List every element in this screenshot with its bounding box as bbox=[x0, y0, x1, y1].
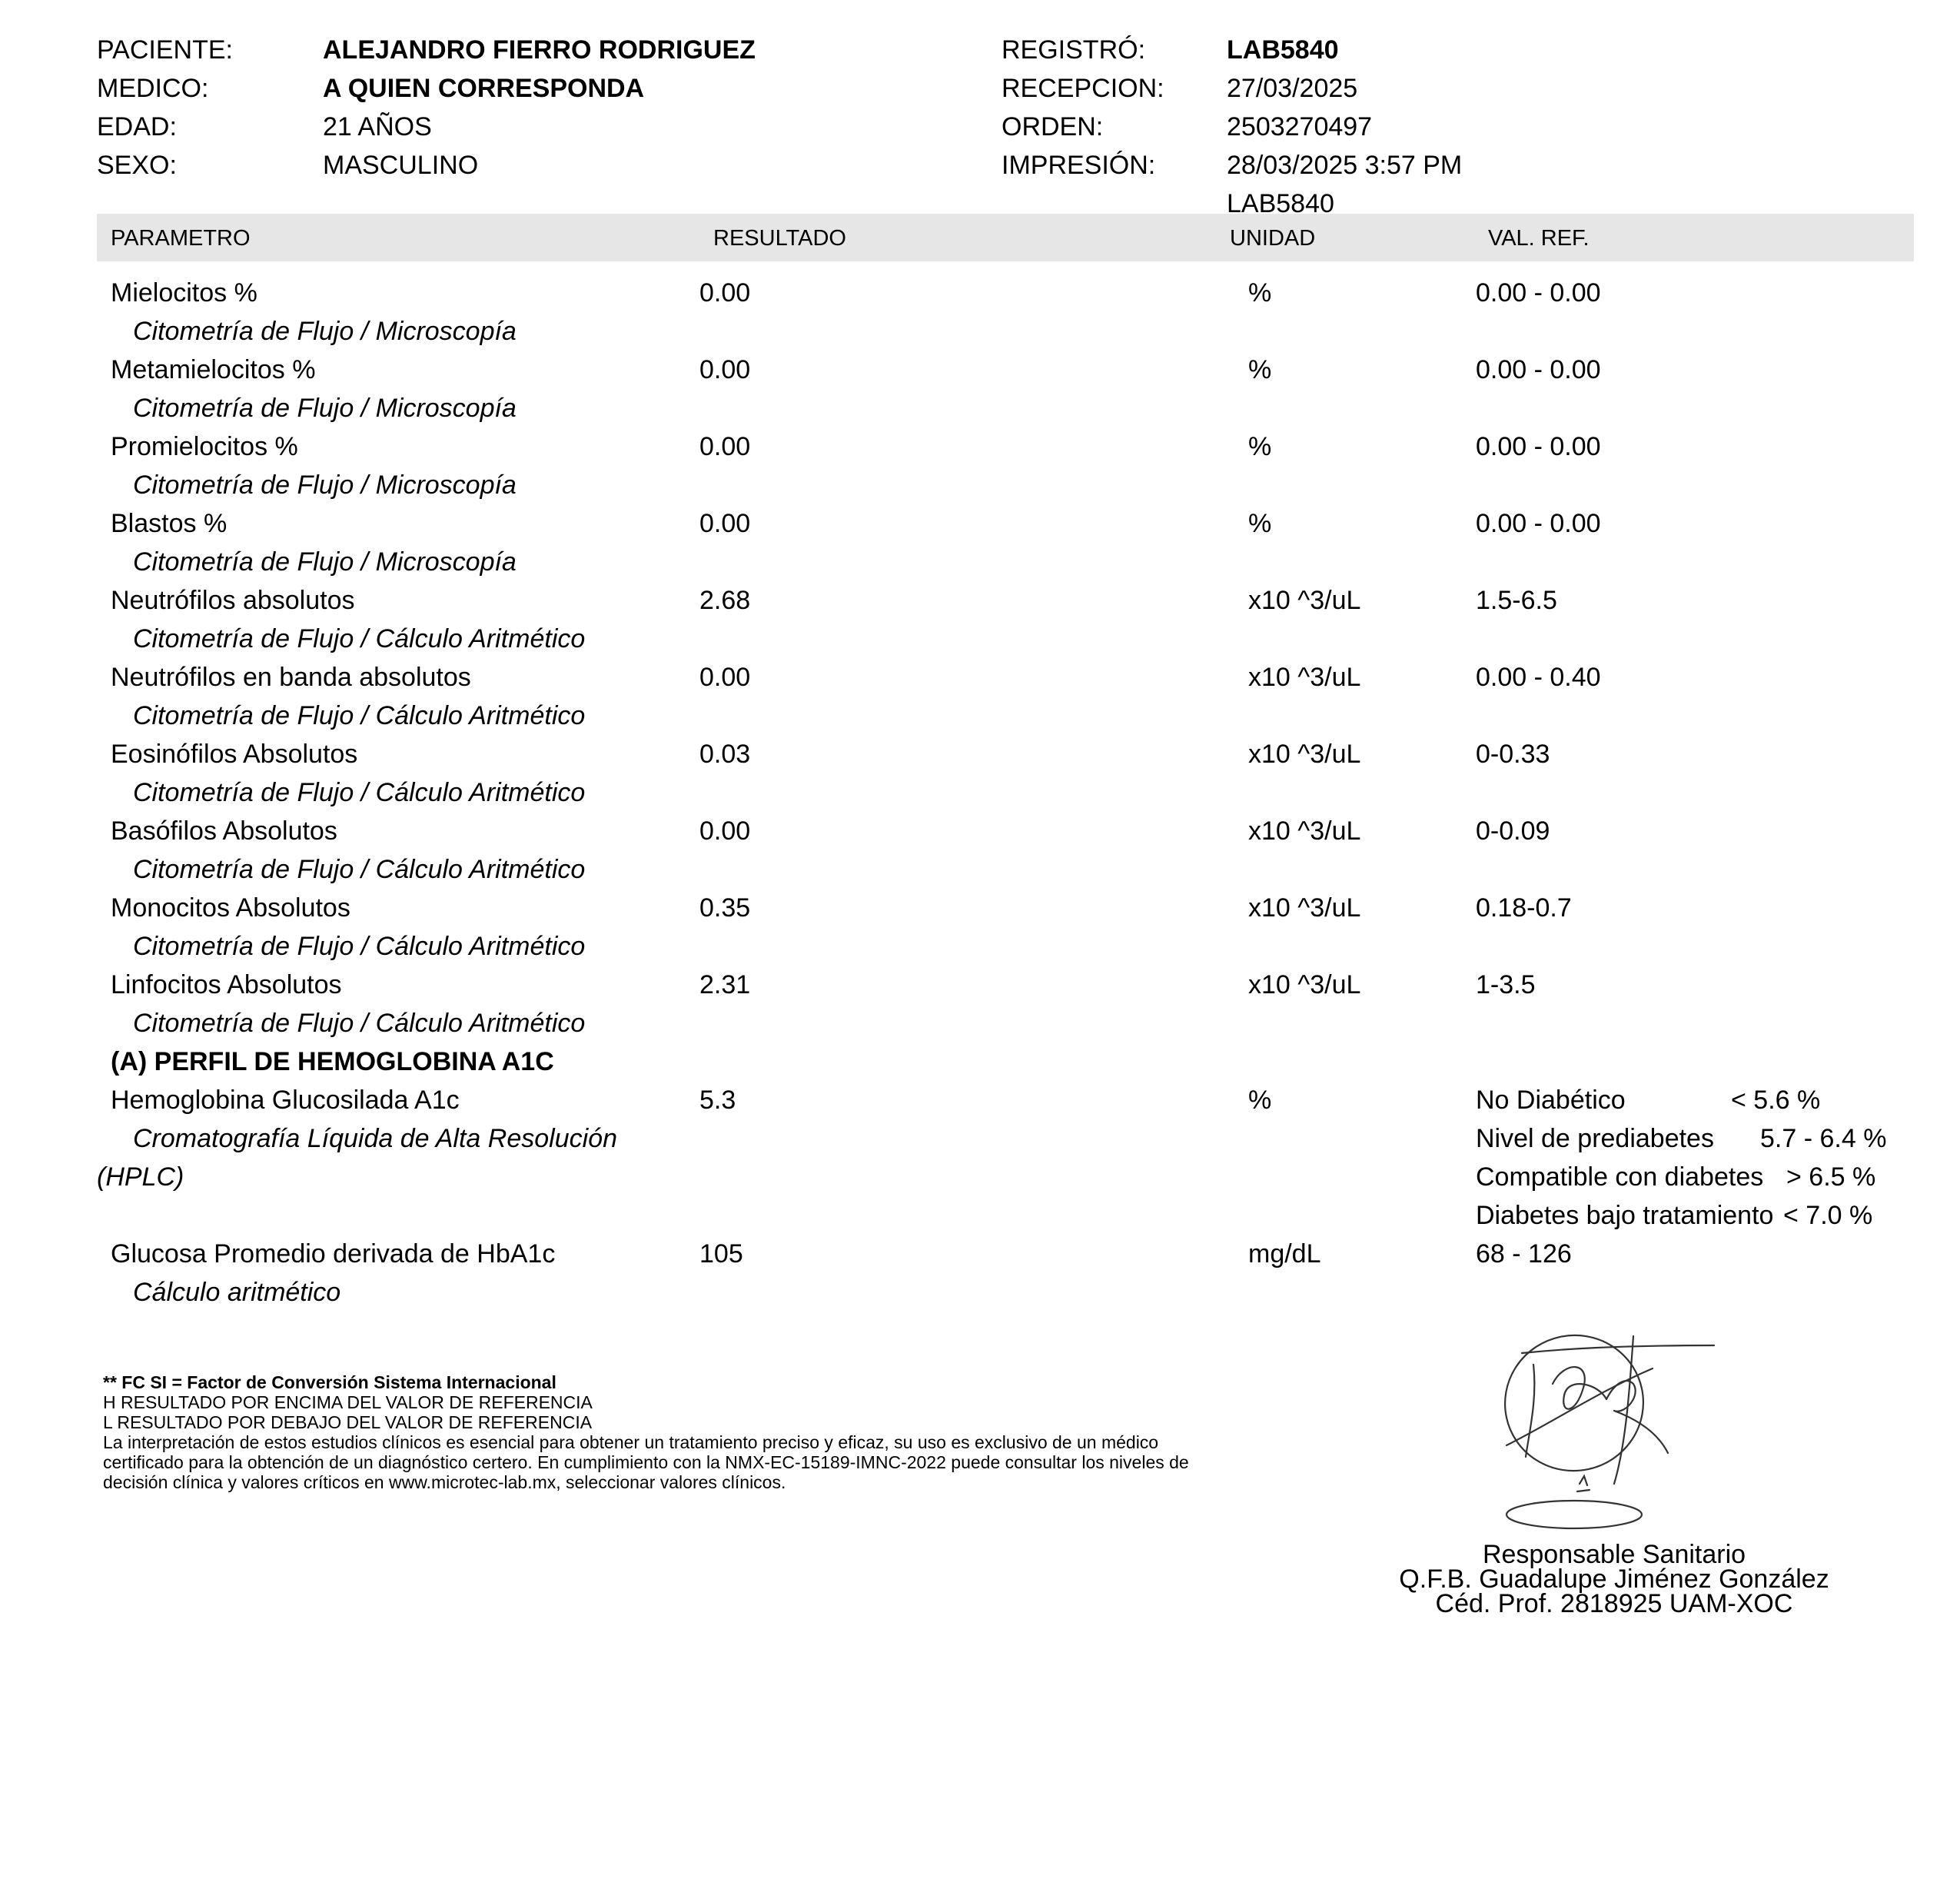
row-result: 0.00 bbox=[699, 432, 751, 461]
row-unit: x10 ^3/uL bbox=[1248, 816, 1361, 846]
signature-block bbox=[1307, 1542, 1922, 1616]
row-param: Mielocitos % bbox=[111, 278, 257, 308]
label-registro: REGISTRÓ: bbox=[1002, 35, 1146, 65]
row-method: Citometría de Flujo / Cálculo Aritmético bbox=[133, 932, 586, 961]
row-unit: x10 ^3/uL bbox=[1248, 663, 1361, 692]
value-medico: A QUIEN CORRESPONDA bbox=[323, 74, 645, 103]
label-medico: MEDICO: bbox=[97, 74, 209, 103]
hba1c-ref-value: < 7.0 % bbox=[1783, 1201, 1873, 1230]
row-ref: 0.00 - 0.00 bbox=[1476, 432, 1601, 461]
label-recepcion: RECEPCION: bbox=[1002, 74, 1164, 103]
row-unit: x10 ^3/uL bbox=[1248, 740, 1361, 769]
row-param: Metamielocitos % bbox=[111, 355, 316, 384]
row-method: Citometría de Flujo / Microscopía bbox=[133, 394, 517, 423]
signature-image bbox=[1491, 1330, 1722, 1538]
section-title: (A) PERFIL DE HEMOGLOBINA A1C bbox=[111, 1047, 554, 1076]
note-line: H RESULTADO POR ENCIMA DEL VALOR DE REFERENCIA bbox=[103, 1392, 593, 1412]
value-orden: 2503270497 bbox=[1227, 112, 1373, 141]
signature-license: Céd. Prof. 2818925 UAM-XOC bbox=[1435, 1589, 1793, 1618]
value-recepcion: 27/03/2025 bbox=[1227, 74, 1358, 103]
col-parametro: PARAMETRO bbox=[111, 226, 251, 251]
value-impresion: 28/03/2025 3:57 PM bbox=[1227, 151, 1463, 180]
signature-name: Q.F.B. Guadalupe Jiménez González bbox=[1399, 1564, 1829, 1594]
row-ref: 0-0.09 bbox=[1476, 816, 1550, 846]
row-unit: % bbox=[1248, 278, 1272, 308]
row-ref: 0-0.33 bbox=[1476, 740, 1550, 769]
hba1c-ref-label: Nivel de prediabetes bbox=[1476, 1124, 1714, 1153]
row-unit: x10 ^3/uL bbox=[1248, 586, 1361, 615]
row-result: 0.00 bbox=[699, 816, 751, 846]
row-result: 0.00 bbox=[699, 355, 751, 384]
row-ref: 0.00 - 0.40 bbox=[1476, 663, 1601, 692]
hba1c-method-cont: (HPLC) bbox=[97, 1162, 184, 1192]
signature-role: Responsable Sanitario bbox=[1482, 1540, 1746, 1569]
row-param: Neutrófilos absolutos bbox=[111, 586, 355, 615]
row-param: Eosinófilos Absolutos bbox=[111, 740, 358, 769]
row-method: Citometría de Flujo / Cálculo Aritmético bbox=[133, 624, 586, 653]
glucose-param: Glucosa Promedio derivada de HbA1c bbox=[111, 1239, 556, 1269]
hba1c-ref-value: < 5.6 % bbox=[1731, 1086, 1821, 1115]
row-result: 0.00 bbox=[699, 509, 751, 538]
row-method: Citometría de Flujo / Cálculo Aritmético bbox=[133, 1009, 586, 1038]
value-sexo: MASCULINO bbox=[323, 151, 479, 180]
row-param: Linfocitos Absolutos bbox=[111, 970, 342, 999]
row-unit: x10 ^3/uL bbox=[1248, 970, 1361, 999]
row-result: 0.03 bbox=[699, 740, 751, 769]
hba1c-param: Hemoglobina Glucosilada A1c bbox=[111, 1086, 460, 1115]
row-method: Citometría de Flujo / Cálculo Aritmético bbox=[133, 701, 586, 730]
value-registro: LAB5840 bbox=[1227, 35, 1339, 65]
row-ref: 0.18-0.7 bbox=[1476, 893, 1572, 923]
row-unit: % bbox=[1248, 432, 1272, 461]
col-val-ref: VAL. REF. bbox=[1488, 226, 1590, 251]
row-method: Citometría de Flujo / Microscopía bbox=[133, 317, 517, 346]
label-impresion: IMPRESIÓN: bbox=[1002, 151, 1156, 180]
row-result: 0.00 bbox=[699, 663, 751, 692]
row-ref: 1.5-6.5 bbox=[1476, 586, 1557, 615]
label-orden: ORDEN: bbox=[1002, 112, 1104, 141]
hba1c-ref-label: No Diabético bbox=[1476, 1086, 1626, 1115]
row-result: 0.35 bbox=[699, 893, 751, 923]
label-edad: EDAD: bbox=[97, 112, 177, 141]
row-unit: x10 ^3/uL bbox=[1248, 893, 1361, 923]
note-line: certificado para la obtención de un diagnóstico certero. En cumplimiento con la NMX-EC-15189-IMNC-2022 puede consultar los niveles de bbox=[103, 1452, 1189, 1472]
row-unit: % bbox=[1248, 509, 1272, 538]
hba1c-ref-label: Compatible con diabetes bbox=[1476, 1162, 1764, 1192]
glucose-result: 105 bbox=[699, 1239, 743, 1269]
row-result: 0.00 bbox=[699, 278, 751, 308]
hba1c-ref-label: Diabetes bajo tratamiento bbox=[1476, 1201, 1774, 1230]
col-resultado: RESULTADO bbox=[713, 226, 846, 251]
row-ref: 1-3.5 bbox=[1476, 970, 1536, 999]
hba1c-ref-value: 5.7 - 6.4 % bbox=[1760, 1124, 1887, 1153]
notes-title: ** FC SI = Factor de Conversión Sistema Internacional bbox=[103, 1372, 556, 1392]
row-method: Citometría de Flujo / Microscopía bbox=[133, 547, 517, 577]
hba1c-result: 5.3 bbox=[699, 1086, 736, 1115]
row-param: Monocitos Absolutos bbox=[111, 893, 350, 923]
note-line: decisión clínica y valores críticos en www.microtec-lab.mx, seleccionar valores clínicos. bbox=[103, 1472, 786, 1492]
value-edad: 21 AÑOS bbox=[323, 112, 432, 141]
row-param: Basófilos Absolutos bbox=[111, 816, 337, 846]
row-param: Blastos % bbox=[111, 509, 228, 538]
row-unit: % bbox=[1248, 355, 1272, 384]
col-unidad: UNIDAD bbox=[1230, 226, 1316, 251]
note-line: L RESULTADO POR DEBAJO DEL VALOR DE REFERENCIA bbox=[103, 1412, 593, 1432]
hba1c-ref-value: > 6.5 % bbox=[1786, 1162, 1876, 1192]
value-paciente: ALEJANDRO FIERRO RODRIGUEZ bbox=[323, 35, 756, 65]
row-result: 2.68 bbox=[699, 586, 751, 615]
glucose-ref: 68 - 126 bbox=[1476, 1239, 1572, 1269]
row-method: Citometría de Flujo / Cálculo Aritmético bbox=[133, 778, 586, 807]
hba1c-method: Cromatografía Líquida de Alta Resolución bbox=[133, 1124, 617, 1153]
glucose-unit: mg/dL bbox=[1248, 1239, 1321, 1269]
header-extra-code: LAB5840 bbox=[1227, 189, 1334, 218]
row-method: Citometría de Flujo / Microscopía bbox=[133, 471, 517, 500]
row-ref: 0.00 - 0.00 bbox=[1476, 509, 1601, 538]
label-sexo: SEXO: bbox=[97, 151, 177, 180]
row-method: Citometría de Flujo / Cálculo Aritmético bbox=[133, 855, 586, 884]
row-ref: 0.00 - 0.00 bbox=[1476, 278, 1601, 308]
row-result: 2.31 bbox=[699, 970, 751, 999]
label-paciente: PACIENTE: bbox=[97, 35, 233, 65]
row-param: Neutrófilos en banda absolutos bbox=[111, 663, 471, 692]
row-ref: 0.00 - 0.00 bbox=[1476, 355, 1601, 384]
note-line: La interpretación de estos estudios clínicos es esencial para obtener un tratamiento preciso y eficaz, su uso es exclusivo de un médico bbox=[103, 1432, 1159, 1452]
glucose-method: Cálculo aritmético bbox=[133, 1278, 341, 1307]
results-table-header bbox=[97, 214, 1914, 261]
footer-notes bbox=[103, 1372, 1189, 1492]
row-param: Promielocitos % bbox=[111, 432, 298, 461]
hba1c-unit: % bbox=[1248, 1086, 1272, 1115]
